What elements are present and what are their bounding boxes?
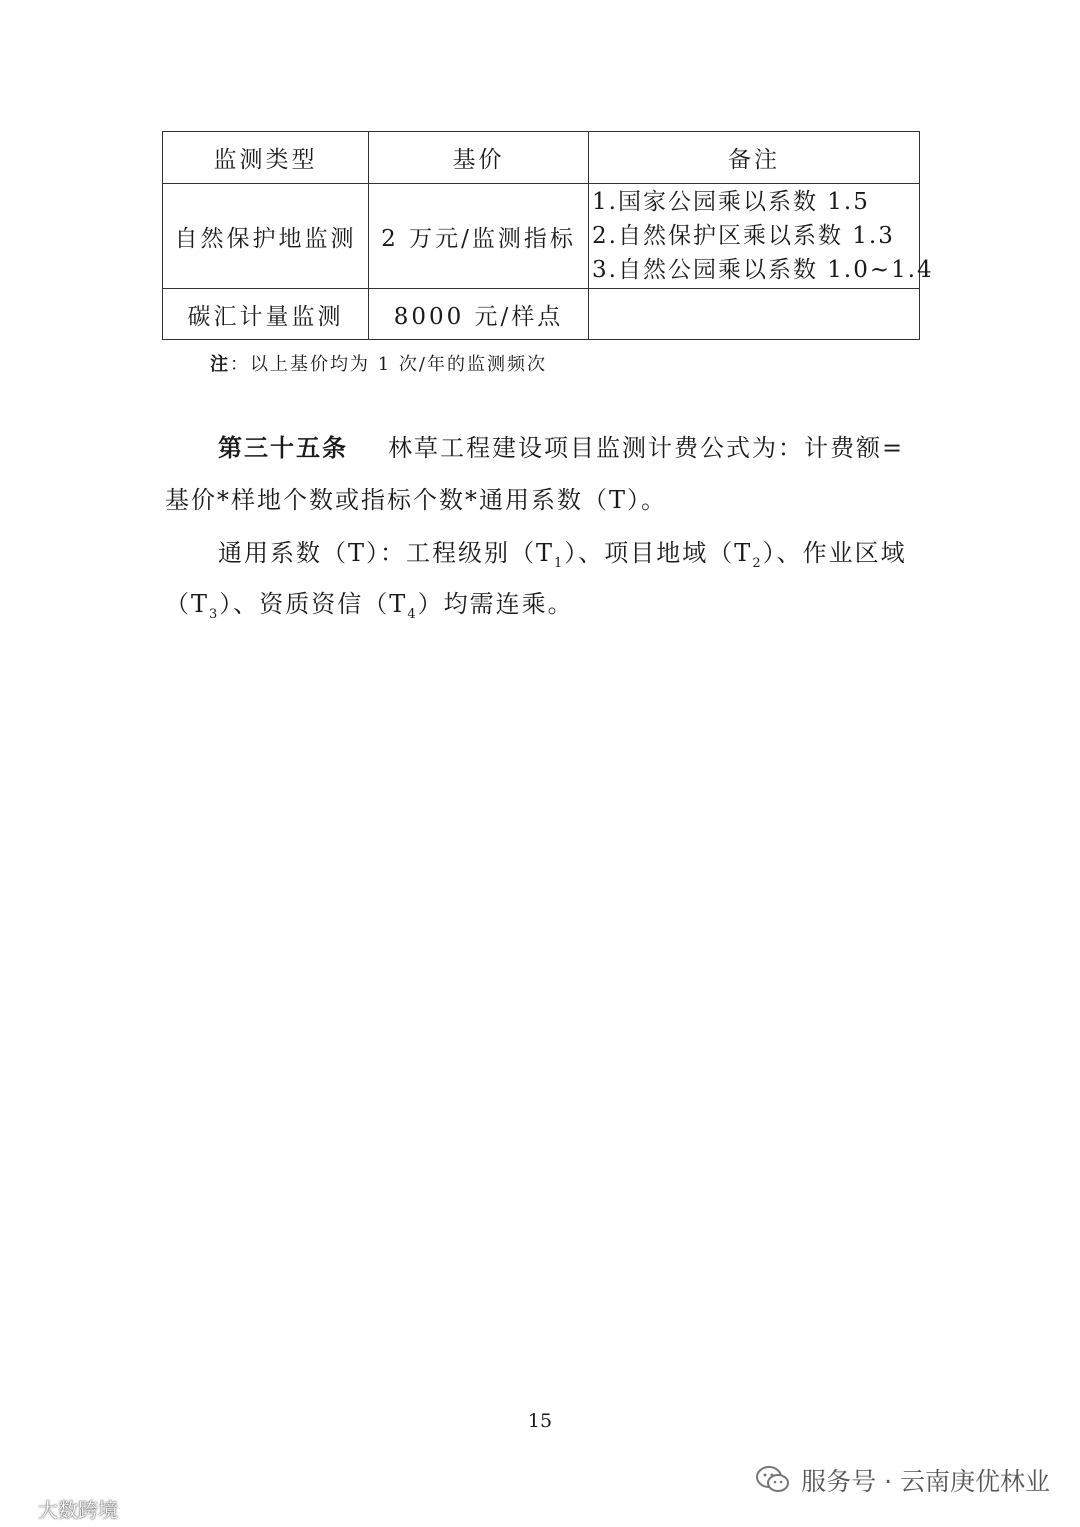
header-remarks: 备注 — [589, 132, 920, 184]
subscript: 2 — [752, 555, 763, 571]
coeff-text: ）、项目地域（T — [564, 539, 753, 567]
remark-line: 3.自然公园乘以系数 1.0~1.4 — [592, 257, 934, 283]
coeff-text: ）均需连乘。 — [417, 590, 574, 618]
page-number: 15 — [527, 1410, 553, 1432]
note-text: ：以上基价均为 1 次/年的监测频次 — [230, 354, 547, 375]
cell-type: 碳汇计量监测 — [163, 289, 369, 340]
coeff-text: （T — [165, 590, 210, 618]
fee-table — [162, 131, 934, 340]
note-label: 注 — [210, 354, 230, 375]
coeff-text: 通用系数（T）：工程级别（T — [218, 539, 555, 567]
cell-remarks — [589, 184, 934, 289]
brand-text: 服务号 · 云南庚优林业 — [801, 1467, 1050, 1496]
article-line-1 — [218, 428, 970, 463]
remark-line: 2.自然保护区乘以系数 1.3 — [592, 223, 895, 249]
subscript: 3 — [209, 606, 220, 622]
cell-type: 自然保护地监测 — [163, 184, 369, 289]
coefficient-line-2 — [165, 584, 917, 622]
article-text-1: 林草工程建设项目监测计费公式为：计费额= — [388, 434, 905, 462]
corner-watermark — [6, 1494, 118, 1523]
table-note — [210, 350, 547, 376]
cell-price: 8000 元/样点 — [369, 289, 589, 340]
cell-remarks — [589, 289, 920, 340]
header-base-price: 基价 — [369, 132, 589, 184]
article-line-2: 基价*样地个数或指标个数*通用系数（T）。 — [165, 486, 668, 514]
table-row — [163, 184, 920, 289]
article-heading: 第三十五条 — [218, 433, 348, 462]
subscript: 4 — [407, 606, 418, 622]
coeff-text: ）、资质资信（T — [219, 590, 408, 618]
coeff-text: ）、作业区域 — [762, 539, 907, 567]
watermark-text: 大数跨境 — [38, 1498, 118, 1522]
table-row — [163, 289, 920, 340]
table-header-row — [163, 132, 920, 184]
remark-line: 1.国家公园乘以系数 1.5 — [592, 189, 870, 215]
weibo-icon — [6, 1498, 34, 1520]
coefficient-line-1 — [218, 533, 970, 571]
brand-watermark — [755, 1462, 1050, 1498]
header-monitoring-type: 监测类型 — [163, 132, 369, 184]
subscript: 1 — [554, 555, 565, 571]
wechat-icon — [755, 1465, 791, 1495]
cell-price: 2 万元/监测指标 — [369, 184, 589, 289]
